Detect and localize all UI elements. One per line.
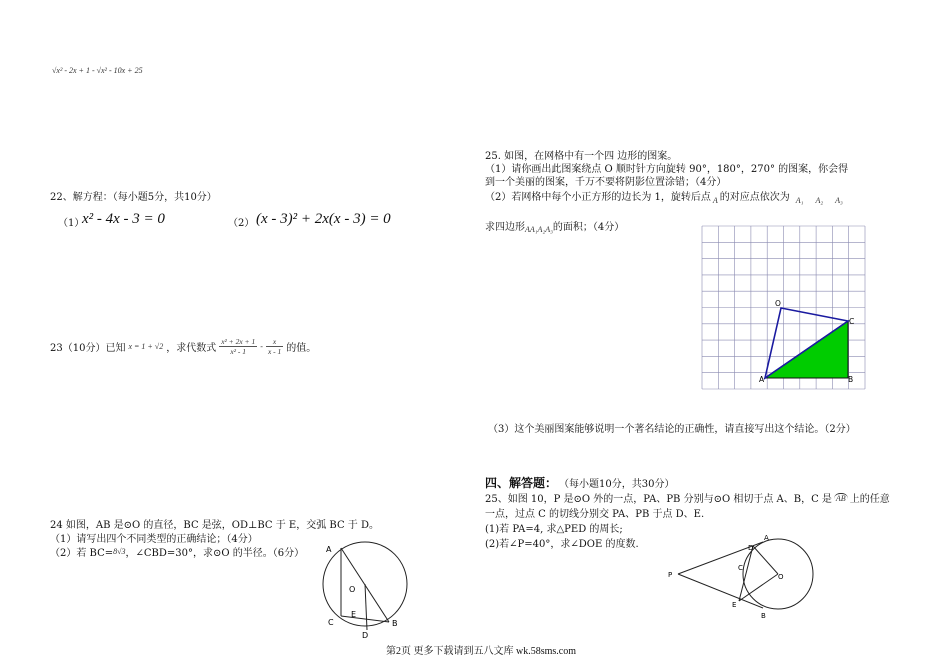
- q24-line1: 24 如图，AB 是⊙O 的直径，BC 是弦，OD⊥BC 于 E，交弧 BC 于 D。: [50, 520, 379, 531]
- q23-prefix: 23（10分）已知: [50, 343, 126, 354]
- sec4-label-b: B: [761, 612, 766, 620]
- q25a-quad: AA₁A₂A₃: [525, 225, 553, 234]
- q24-bc-value: 8√3: [113, 547, 126, 556]
- q25a-point-a3: A₃: [835, 196, 843, 205]
- sec4-note: （每小题10分，共30分）: [559, 479, 675, 490]
- sec4-line2: 一点，过点 C 的切线分别交 PA、PB 于点 D、E.: [485, 509, 705, 520]
- q24-label-d: D: [362, 631, 369, 640]
- q23-fraction-1-denominator: x² - 1: [230, 347, 246, 356]
- q25a-point-a1: A₁: [795, 196, 804, 205]
- q23: [50, 337, 316, 356]
- q24-line3: [50, 544, 304, 559]
- q25a-line5-b: 的面积；（4分）: [552, 222, 625, 233]
- sec4-line1: [485, 490, 890, 505]
- q24-chord-bc: [341, 616, 389, 622]
- q23-fraction-1-numerator: x² + 2x + 1: [221, 337, 256, 346]
- q24-line3-b: ，∠CBD=30°，求⊙O 的半径。（6分）: [125, 548, 305, 559]
- sec4-label-o: O: [778, 573, 784, 581]
- sec4-label-a: A: [764, 534, 769, 542]
- q24-circle-figure: [318, 538, 418, 656]
- q22-part1-equation: x² - 4x - 3 = 0: [82, 211, 165, 227]
- sec4-line3: (1)若 PA=4, 求△PED 的周长;: [485, 524, 623, 535]
- q23-fraction-1: [219, 337, 257, 356]
- q25a-line2: （1）请你画出此图案绕点 O 顺时针方向旋转 90°，180°，270° 的图案，你会得: [485, 164, 849, 175]
- q25a-line5-a: 求四边形: [485, 222, 525, 233]
- q23-middle: ，求代数式: [166, 343, 217, 354]
- q24-label-e: E: [351, 610, 357, 619]
- sec4-line1-b: 上的任意: [849, 494, 890, 505]
- q24-label-b: B: [392, 619, 398, 628]
- q25a-line5: [485, 218, 624, 233]
- q22-part2-label: （2）: [228, 218, 255, 229]
- sec4-label-e: E: [732, 601, 737, 609]
- sec4-tangent-pb: [678, 574, 763, 608]
- q22-part2-equation: (x - 3)² + 2x(x - 3) = 0: [256, 211, 391, 227]
- q23-suffix: 的值。: [286, 343, 317, 354]
- sec4-line4: (2)若∠P=40°，求∠DOE 的度数.: [485, 539, 639, 550]
- sec4-tangent-figure: [660, 528, 820, 624]
- sec4-label-d: D: [748, 544, 754, 552]
- sec4-label-p: P: [668, 571, 673, 579]
- q23-fraction-2: [266, 337, 283, 356]
- q25a-point-a: A: [712, 196, 718, 205]
- q23-minus: -: [260, 342, 263, 351]
- sec4-label-c: C: [738, 564, 743, 572]
- q25a-grid-figure: [700, 224, 884, 394]
- top-radical-expression: √x² - 2x + 1 - √x² - 10x + 25: [52, 66, 143, 75]
- q24-segment-od: [365, 584, 367, 630]
- q23-fraction-2-numerator: x: [266, 337, 283, 347]
- q25a-line4-b: 的对应点依次为: [719, 192, 790, 203]
- q25a-line4: [485, 188, 843, 203]
- q24-label-o: O: [349, 585, 356, 594]
- q24-line3-a: （2）若 BC=: [50, 548, 114, 559]
- q22-title: 22、解方程：（每小题5分，共10分）: [50, 192, 217, 203]
- sec4-header: [485, 474, 674, 491]
- q22-part1-label: （1）: [58, 218, 85, 229]
- page-footer: 第2页 更多下载请到五八文库 wk.58sms.com: [386, 646, 576, 657]
- q25a-label-c: C: [849, 317, 855, 326]
- sec4-heading: 四、解答题：: [485, 476, 558, 490]
- sec4-segment-do: [753, 546, 778, 574]
- q25a-point-a2: A₂: [815, 196, 824, 205]
- q24-label-c: C: [328, 618, 334, 627]
- q24-line2: （1）请写出四个不同类型的正确结论；（4分）: [50, 534, 258, 545]
- q25a-line3: 到一个美丽的图案，千万不要将阴影位置涂错；（4分）: [485, 177, 727, 188]
- q23-fraction-2-denominator: x - 1: [267, 347, 282, 356]
- q25a-label-o: O: [775, 299, 781, 308]
- q25a-label-a: A: [759, 375, 765, 384]
- q25a-line1: 25. 如图，在网格中有一个四 边形的图案。: [485, 151, 678, 162]
- q25a-line4-a: （2）若网格中每个小正方形的边长为 1，旋转后点: [485, 192, 711, 203]
- sec4-arc-ab: AB: [835, 493, 846, 503]
- q24-label-a: A: [326, 545, 332, 554]
- q25a-label-b: B: [848, 375, 854, 384]
- q25a-line6: （3）这个美丽图案能够说明一个著名结论的正确性，请直接写出这个结论。（2分）: [488, 424, 856, 435]
- sec4-line1-a: 25、如图 10，P 是⊙O 外的一点，PA、PB 分别与⊙O 相切于点 A、B，C 是: [485, 494, 832, 505]
- q23-given: x = 1 + √2: [128, 342, 164, 351]
